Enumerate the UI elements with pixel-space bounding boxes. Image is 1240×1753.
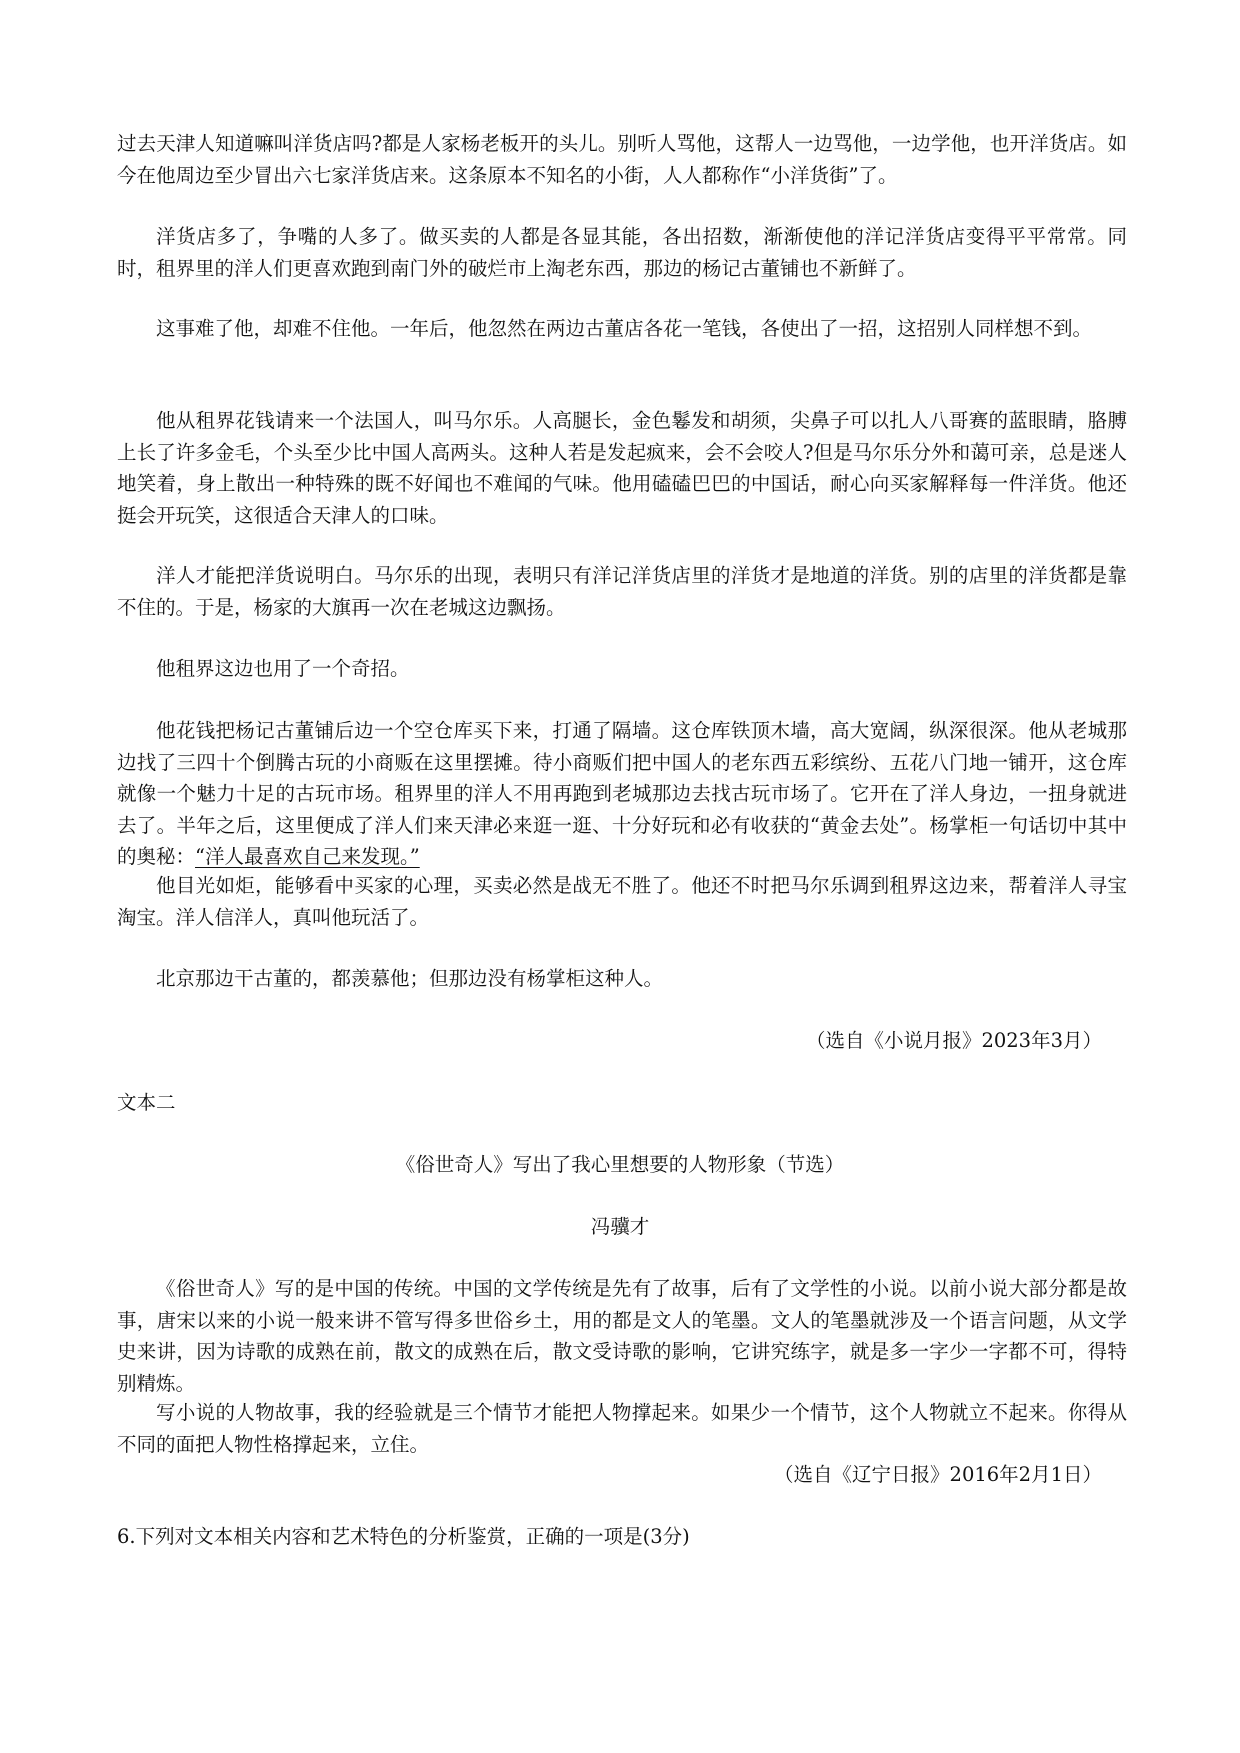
question-6: 6.下列对文本相关内容和艺术特色的分析鉴赏，正确的一项是(3分) bbox=[117, 1525, 690, 1548]
text1-paragraph-3: 这事难了他，却难不住他。一年后，他忽然在两边古董店各花一笔钱，各使出了一招，这招别人同样想不到。 bbox=[156, 317, 1093, 340]
text1-paragraph-6: 他租界这边也用了一个奇招。 bbox=[156, 657, 410, 680]
text2-label: 文本二 bbox=[117, 1091, 176, 1114]
text1-paragraph-1: 过去天津人知道嘛叫洋货店吗?都是人家杨老板开的头儿。别听人骂他，这帮人一边骂他，一边学他，也开洋货店。如今在他周边至少冒出六七家洋货店来。这条原本不知名的小街，人人都称作“小洋货街”了。 bbox=[117, 132, 1127, 187]
text1-paragraph-8: 他目光如炬，能够看中买家的心理，买卖必然是战无不胜了。他还不时把马尔乐调到租界这边来，帮着洋人寻宝淘宝。洋人信洋人，真叫他玩活了。 bbox=[117, 874, 1127, 929]
text1-paragraph-2: 洋货店多了，争嘴的人多了。做买卖的人都是各显其能，各出招数，渐渐使他的洋记洋货店变得平平常常。同时，租界里的洋人们更喜欢跑到南门外的破烂市上淘老东西，那边的杨记古董铺也不新鲜了。 bbox=[117, 225, 1127, 280]
text2-paragraph-2: 写小说的人物故事，我的经验就是三个情节才能把人物撑起来。如果少一个情节，这个人物就立不起来。你得从不同的面把人物性格撑起来，立住。 bbox=[117, 1401, 1127, 1456]
text1-paragraph-7-main: 他花钱把杨记古董铺后边一个空仓库买下来，打通了隔墙。这仓库铁顶木墙，高大宽阔，纵深很深。他从老城那边找了三四十个倒腾古玩的小商贩在这里摆摊。待小商贩们把中国人的老东西五彩缤纷、五花八门地一铺开，这仓库就像一个魅力十足的古玩市场。租界里的洋人不用再跑到老城那边去找古玩市场了。它开在了洋人身边，一扭身就进去了。半年之后，这里便成了洋人们来天津必来逛一逛、十分好玩和必有收获的“黄金去处”。杨掌柜一句话切中其中的奥秘： bbox=[117, 719, 1127, 868]
text1-paragraph-7 bbox=[117, 715, 1127, 873]
text1-paragraph-5: 洋人才能把洋货说明白。马尔乐的出现，表明只有洋记洋货店里的洋货才是地道的洋货。别的店里的洋货都是靠不住的。于是，杨家的大旗再一次在老城这边飘扬。 bbox=[117, 564, 1127, 619]
text2-paragraph-1: 《俗世奇人》写的是中国的传统。中国的文学传统是先有了故事，后有了文学性的小说。以前小说大部分都是故事，唐宋以来的小说一般来讲不管写得多世俗乡土，用的都是文人的笔墨。文人的笔墨就涉及一个语言问题，从文学史来讲，因为诗歌的成熟在前，散文的成熟在后，散文受诗歌的影响，它讲究练字，就是多一字少一字都不可，得特别精炼。 bbox=[117, 1277, 1127, 1395]
text1-source: （选自《小说月报》2023年3月） bbox=[805, 1029, 1102, 1052]
text2-source: （选自《辽宁日报》2016年2月1日） bbox=[774, 1463, 1102, 1486]
text2-author: 冯骥才 bbox=[590, 1215, 650, 1238]
text2-title: 《俗世奇人》写出了我心里想要的人物形象（节选） bbox=[395, 1153, 845, 1176]
text1-paragraph-9: 北京那边干古董的，都羡慕他；但那边没有杨掌柜这种人。 bbox=[156, 967, 664, 990]
text1-paragraph-4: 他从租界花钱请来一个法国人，叫马尔乐。人高腿长，金色鬈发和胡须，尖鼻子可以扎人八哥赛的蓝眼睛，胳膊上长了许多金毛，个头至少比中国人高两头。这种人若是发起疯来，会不会咬人?但是马尔乐分外和蔼可亲，总是迷人地笑着，身上散出一种特殊的既不好闻也不难闻的气味。他用磕磕巴巴的中国话，耐心向买家解释每一件洋货。他还挺会开玩笑，这很适合天津人的口味。 bbox=[117, 409, 1127, 527]
underlined-quote: “洋人最喜欢自己来发现。” bbox=[195, 845, 420, 868]
